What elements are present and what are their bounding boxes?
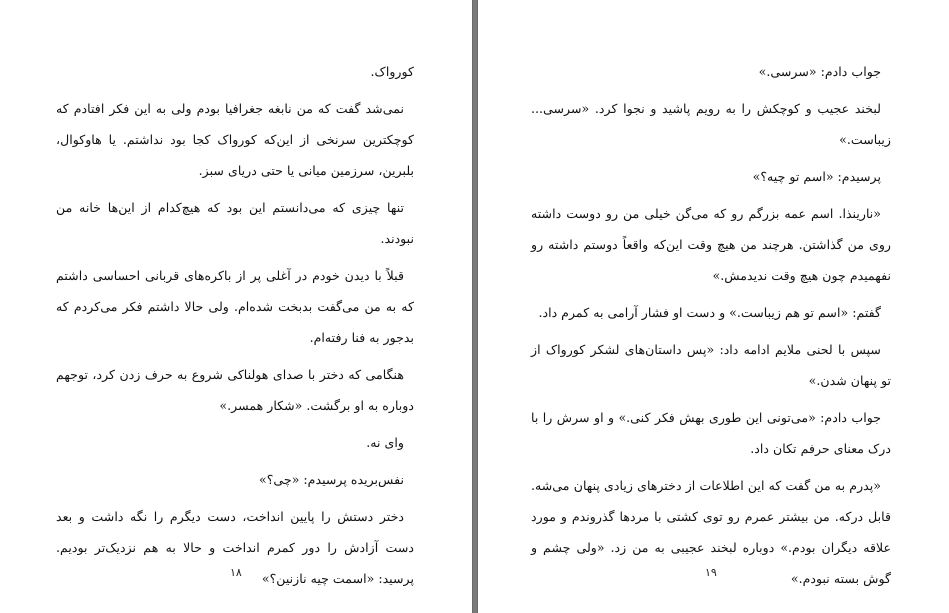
paragraph: قبلاً با دیدن خودم در آغلی پر از باکره‌های قربانی احساسی داشتم که به من می‌گفت بدبخت شده‌ام. ولی حالا داشتم فکر می‌کردم که بدجور به فنا رفته‌ام. <box>56 268 414 345</box>
paragraph: تنها چیزی که می‌دانستم این بود که هیچ‌کدام از این‌ها خانه من نبودند. <box>56 200 414 246</box>
page-left <box>0 0 473 613</box>
paragraph: دختر دستش را پایین انداخت، دست دیگرم را نگه داشت و بعد دست آزادش را دور کمرم انداخت و حالا به هم نزدیک‌تر بودیم. پرسید: «اسمت چیه نازنین؟» <box>56 509 414 586</box>
paragraph: نمی‌شد گفت که من نابغه جغرافیا بودم ولی به این فکر افتادم که کوچکترین سرنخی از این‌که کورواک کجا بود نداشتم. یا هاوکوال، بلبرین، سرزمین میانی یا حتی دریای سبز. <box>56 101 414 178</box>
paragraph: جواب دادم: «می‌تونی این طوری بهش فکر کنی.» و او سرش را با درک معنای حرفم تکان داد. <box>531 410 891 456</box>
paragraph: «پدرم به من گفت که این اطلاعات از دخترهای زیادی پنهان می‌شه. قابل درکه. من بیشتر عمرم رو توی کشتی با مردها گذروندم و مورد علاقه دیگران بودم.» دوباره لبخند عجیبی به من زد. «ولی چشم و گوش بسته نبودم.» <box>531 478 891 586</box>
paragraph: نفس‌بریده پرسیدم: «چی؟» <box>259 472 404 487</box>
page-right-text <box>531 56 891 600</box>
paragraph: لبخند عجیب و کوچکش را به رویم پاشید و نجوا کرد. «سرسی... زیباست.» <box>531 101 891 147</box>
paragraph: پرسیدم: «اسم تو چیه؟» <box>752 169 881 184</box>
paragraph: گفتم: «اسم تو هم زیباست.» و دست او فشار آرامی به کمرم داد. <box>538 305 881 320</box>
paragraph: وای نه. <box>366 435 404 450</box>
page-number-left: ۱۸ <box>230 566 242 579</box>
paragraph: کورواک. <box>370 64 414 79</box>
page-left-text <box>56 56 414 600</box>
paragraph: سپس با لحنی ملایم ادامه داد: «پس داستان‌های لشکر کورواک از تو پنهان شدن.» <box>531 342 891 388</box>
page-number-right: ۱۹ <box>705 566 717 579</box>
paragraph: هنگامی که دختر با صدای هولناکی شروع به حرف زدن کرد، توجهم دوباره به او برگشت. «شکار همسر.» <box>56 367 414 413</box>
page-right <box>477 0 949 613</box>
paragraph: جواب دادم: «سرسی.» <box>758 64 881 79</box>
paragraph: «نارینذا. اسم عمه بزرگم رو که می‌گن خیلی من رو دوست داشته روی من گذاشتن. هرچند من هیچ وقت این‌که واقعاً دوستم داشته رو نفهمیدم چون هیچ وقت ندیدمش.» <box>531 206 891 283</box>
